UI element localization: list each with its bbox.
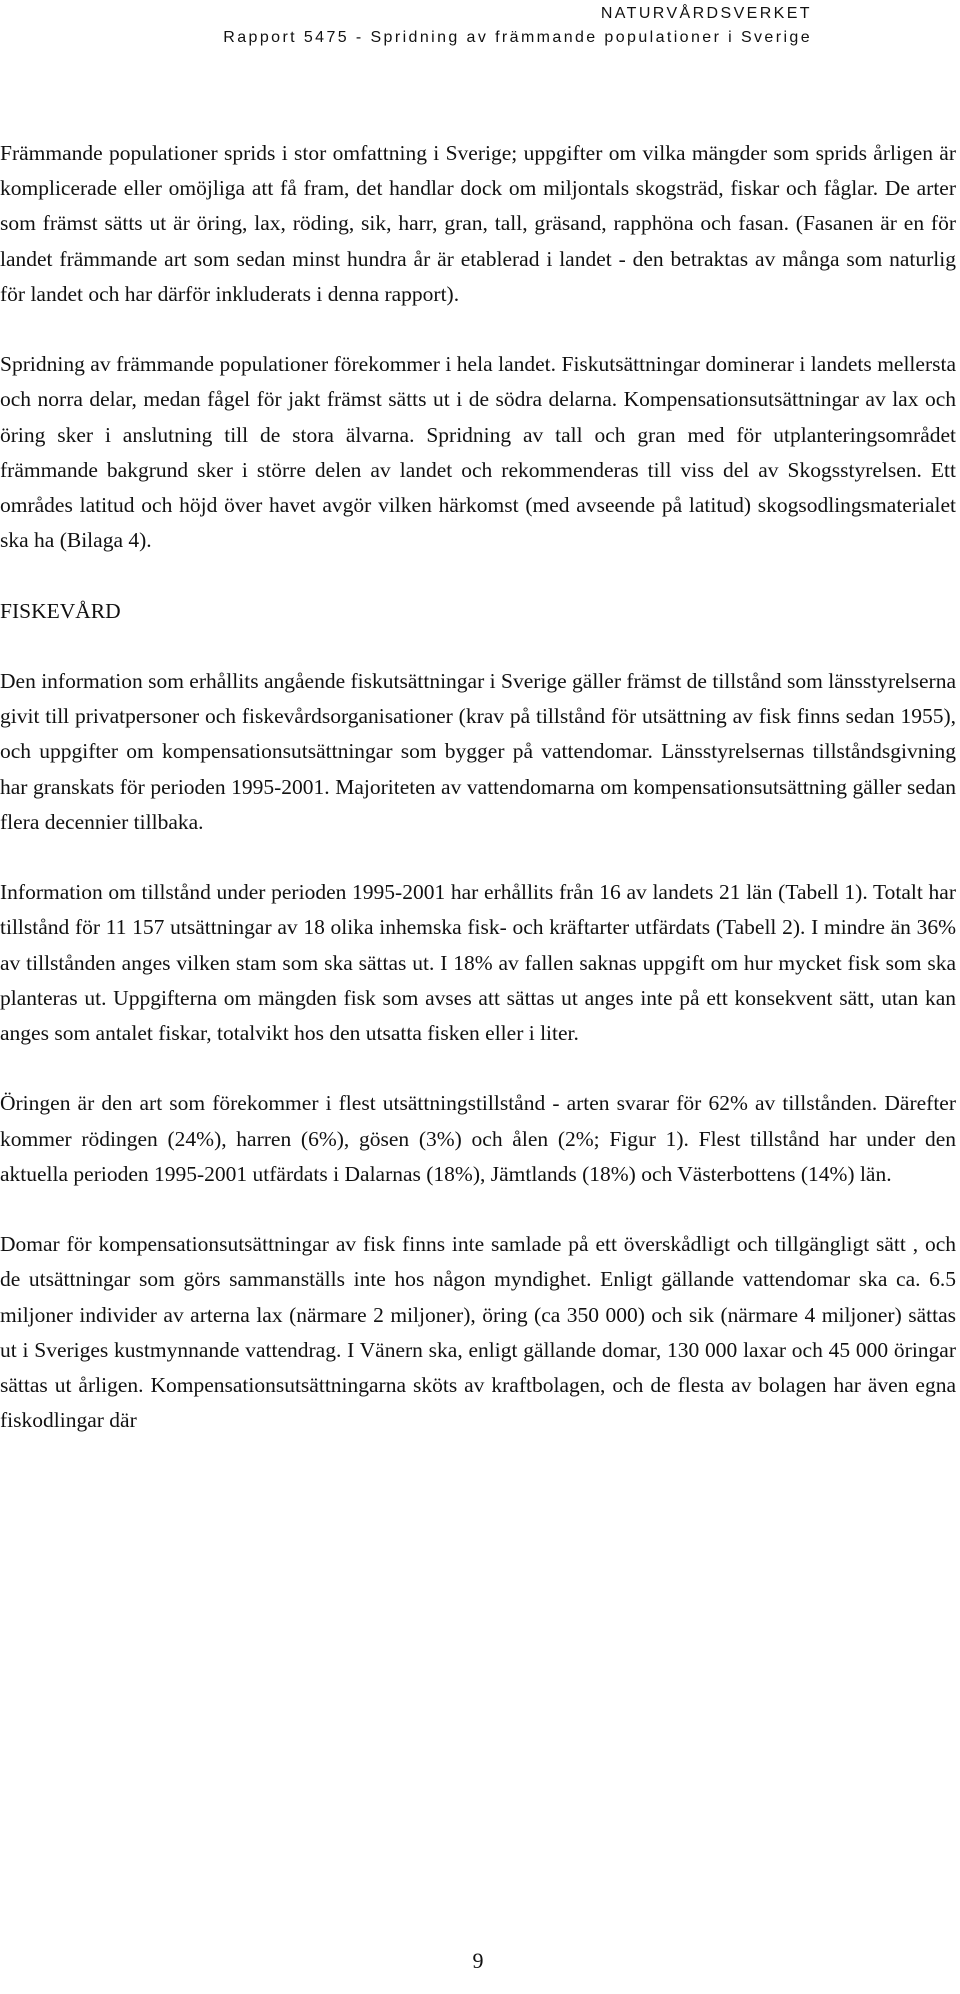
section-heading-fiskevard: FISKEVÅRD <box>0 598 121 623</box>
paragraph-fiskevard-court-rulings: Domar för kompensationsutsättningar av fisk finns inte samlade på ett överskådligt och tillgängligt sätt , och de utsättningar som görs sammanställs inte hos någon myndighet. Enligt gällande vattendomar ska ca. 6.5 miljoner individer av arterna lax (närmare 2 miljoner), öring (ca 350 000) och sik (närmare 4 miljoner) sättas ut i Sveriges kustmynnande vattendrag. I Vänern ska, enligt gällande domar, 130 000 laxar och 45 000 öringar sättas ut årligen. Kompensationsutsättningarna sköts av kraftbolagen, och de flesta av bolagen har även egna fiskodlingar där <box>0 1232 956 1433</box>
page-header <box>223 2 812 50</box>
paragraph-fiskevard-information: Den information som erhållits angående fiskutsättningar i Sverige gäller främst de tillstånd som länsstyrelserna givit till privatpersoner och fiskevårdsorganisationer (krav på tillstånd för utsättning av fisk finns sedan 1955), och uppgifter om kompensationsutsättningar som bygger på vattendomar. Länsstyrelsernas tillståndsgivning har granskats för perioden 1995-2001. Majoriteten av vattendomarna om kompensationsutsättning gäller sedan flera decennier tillbaka. <box>0 669 956 834</box>
paragraph-fiskevard-trout: Öringen är den art som förekommer i flest utsättningstillstånd - arten svarar för 62% av tillstånden. Därefter kommer rödingen (24%), harren (6%), gösen (3%) och ålen (2%; Figur 1). Flest tillstånd har under den aktuella perioden 1995-2001 utfärdats i Dalarnas (18%), Jämtlands (18%) och Västerbottens (14%) län. <box>0 1091 956 1186</box>
document-body <box>0 136 956 1474</box>
paragraph-fiskevard-permits: Information om tillstånd under perioden 1995-2001 har erhållits från 16 av landets 21 län (Tabell 1). Totalt har tillstånd för 11 157 utsättningar av 18 olika inhemska fisk- och kräftarter utfärdats (Tabell 2). I mindre än 36% av tillstånden anges vilken stam som ska sättas ut. I 18% av fallen saknas uppgift om hur mycket fisk som ska planteras ut. Uppgifterna om mängden fisk som avses att sättas ut anges inte på ett konsekvent sätt, utan kan anges som antalet fiskar, totalvikt hos den utsatta fisken eller i liter. <box>0 880 956 1046</box>
paragraph-distribution: Spridning av främmande populationer förekommer i hela landet. Fiskutsättningar dominerar i landets mellersta och norra delar, medan fågel för jakt främst sätts ut i de södra delarna. Kompensationsutsättningar av lax och öring sker i anslutning till de stora älvarna. Spridning av tall och gran med för utplanteringsområdet främmande bakgrund sker i större delen av landet och rekommenderas till viss del av Skogsstyrelsen. Ett områdes latitud och höjd över havet avgör vilken härkomst (med avseende på latitud) skogsodlingsmaterialet ska ha (Bilaga 4). <box>0 352 956 553</box>
header-report-title: Rapport 5475 - Spridning av främmande populationer i Sverige <box>223 29 812 46</box>
page-number: 9 <box>472 1948 484 1973</box>
header-organization: NATURVÅRDSVERKET <box>600 5 812 22</box>
paragraph-intro: Främmande populationer sprids i stor omfattning i Sverige; uppgifter om vilka mängder som sprids årligen är komplicerade eller omöjliga att få fram, det handlar dock om miljontals skogsträd, fiskar och fåglar. De arter som främst sätts ut är öring, lax, röding, sik, harr, gran, tall, gräsand, rapphöna och fasan. (Fasanen är en för landet främmande art som sedan minst hundra år är etablerad i landet - den betraktas av många som naturlig för landet och har därför inkluderats i denna rapport). <box>0 141 956 306</box>
